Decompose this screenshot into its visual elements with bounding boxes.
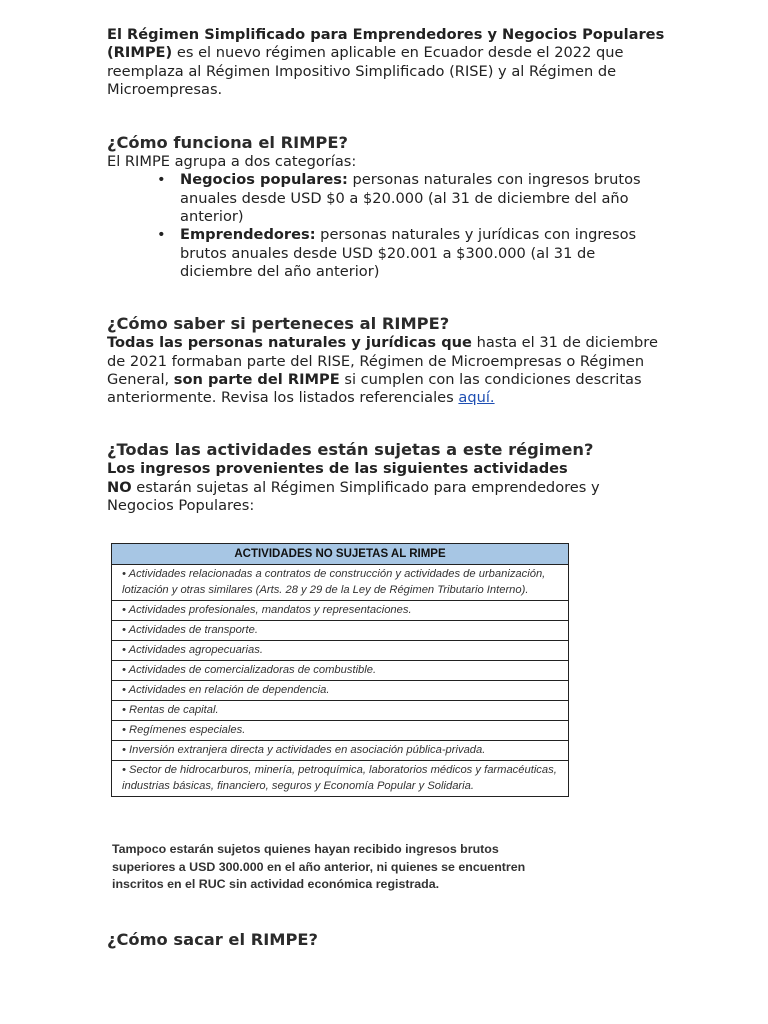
table-cell: • Sector de hidrocarburos, minería, petroquímica, laboratorios médicos y farmacéuticas, industrias básicas, financiero, seguros y Economía Popular y Solidaria. (112, 761, 569, 797)
section-perteneces (107, 314, 667, 407)
perteneces-bold-2: son parte del RIMPE (173, 370, 340, 388)
table-cell: • Regímenes especiales. (112, 721, 569, 741)
intro-paragraph (107, 26, 667, 99)
article (107, 26, 667, 515)
table-cell: • Inversión extranjera directa y actividades en asociación pública-privada. (112, 741, 569, 761)
table-row (112, 741, 569, 761)
table-row (112, 661, 569, 681)
list-item-label: Negocios populares: (180, 171, 348, 189)
table-cell: • Actividades agropecuarias. (112, 641, 569, 661)
table-row (112, 721, 569, 741)
actividades-bold-no: NO (107, 478, 132, 496)
table-row (112, 621, 569, 641)
intro-bold: El Régimen Simplificado para Emprendedores y Negocios Populares (RIMPE) (107, 26, 665, 62)
table-row (112, 681, 569, 701)
table-cell: • Actividades de transporte. (112, 621, 569, 641)
section-actividades (107, 440, 667, 515)
list-item-text: personas naturales con ingresos brutos anuales desde USD $0 a $20.000 (al 31 de diciembre del año anterior) (180, 171, 641, 226)
heading-como-sacar: ¿Cómo sacar el RIMPE? (107, 930, 318, 949)
table-cell: • Actividades en relación de dependencia. (112, 681, 569, 701)
table-cell: • Actividades profesionales, mandatos y representaciones. (112, 601, 569, 621)
perteneces-text-2: si cumplen con las condiciones descritas anteriormente. Revisa los listados referenciales (107, 370, 642, 407)
section-como-funciona (107, 133, 667, 281)
table-row (112, 601, 569, 621)
table-cell: • Actividades de comercializadoras de combustible. (112, 661, 569, 681)
heading-perteneces: ¿Cómo saber si perteneces al RIMPE? (107, 314, 450, 334)
list-item (180, 226, 667, 281)
list-item-text: personas naturales y jurídicas con ingresos brutos anuales desde USD $20.001 a $300.000 (al 31 de diciembre del año anterior) (180, 226, 637, 280)
activities-table (111, 543, 569, 797)
table-row (112, 701, 569, 721)
activities-table-image (111, 543, 569, 797)
note-image-text: Tampoco estarán sujetos quienes hayan recibido ingresos brutos superiores a USD 300.000 en el año anterior, ni quienes se encuentren inscritos en el RUC sin actividad económica registrada. (112, 842, 526, 891)
aqui-link[interactable]: aquí. (458, 389, 495, 407)
table-cell: • Rentas de capital. (112, 701, 569, 721)
actividades-paragraph (107, 460, 667, 515)
table-cell: • Actividades relacionadas a contratos de construcción y actividades de urbanización, lotización y otras similares (Arts. 28 y 29 de la Ley de Régimen Tributario Interno). (112, 565, 569, 601)
table-row (112, 641, 569, 661)
perteneces-text-1: hasta el 31 de diciembre de 2021 formaban parte del RISE, Régimen de Microempresas o Régimen General, (107, 334, 658, 388)
intro-text: es el nuevo régimen aplicable en Ecuador desde el 2022 que reemplaza al Régimen Impositivo Simplificado (RISE) y al Régimen de Microempresas. (107, 44, 624, 98)
actividades-text: estarán sujetas al Régimen Simplificado para emprendedores y Negocios Populares: (107, 478, 600, 515)
categories-list (107, 171, 667, 281)
perteneces-bold-1: Todas las personas naturales y jurídicas que (107, 334, 472, 352)
list-item (180, 171, 667, 226)
list-item-label: Emprendedores: (180, 226, 316, 244)
table-header: ACTIVIDADES NO SUJETAS AL RIMPE (112, 544, 569, 565)
heading-como-funciona: ¿Cómo funciona el RIMPE? (107, 133, 348, 153)
table-row (112, 565, 569, 601)
lead-text: El RIMPE agrupa a dos categorías: (107, 153, 357, 171)
table-row (112, 761, 569, 797)
heading-actividades: ¿Todas las actividades están sujetas a este régimen? (107, 440, 594, 460)
perteneces-paragraph (107, 334, 667, 407)
actividades-bold-1: Los ingresos provenientes de las siguientes actividades (107, 460, 568, 478)
